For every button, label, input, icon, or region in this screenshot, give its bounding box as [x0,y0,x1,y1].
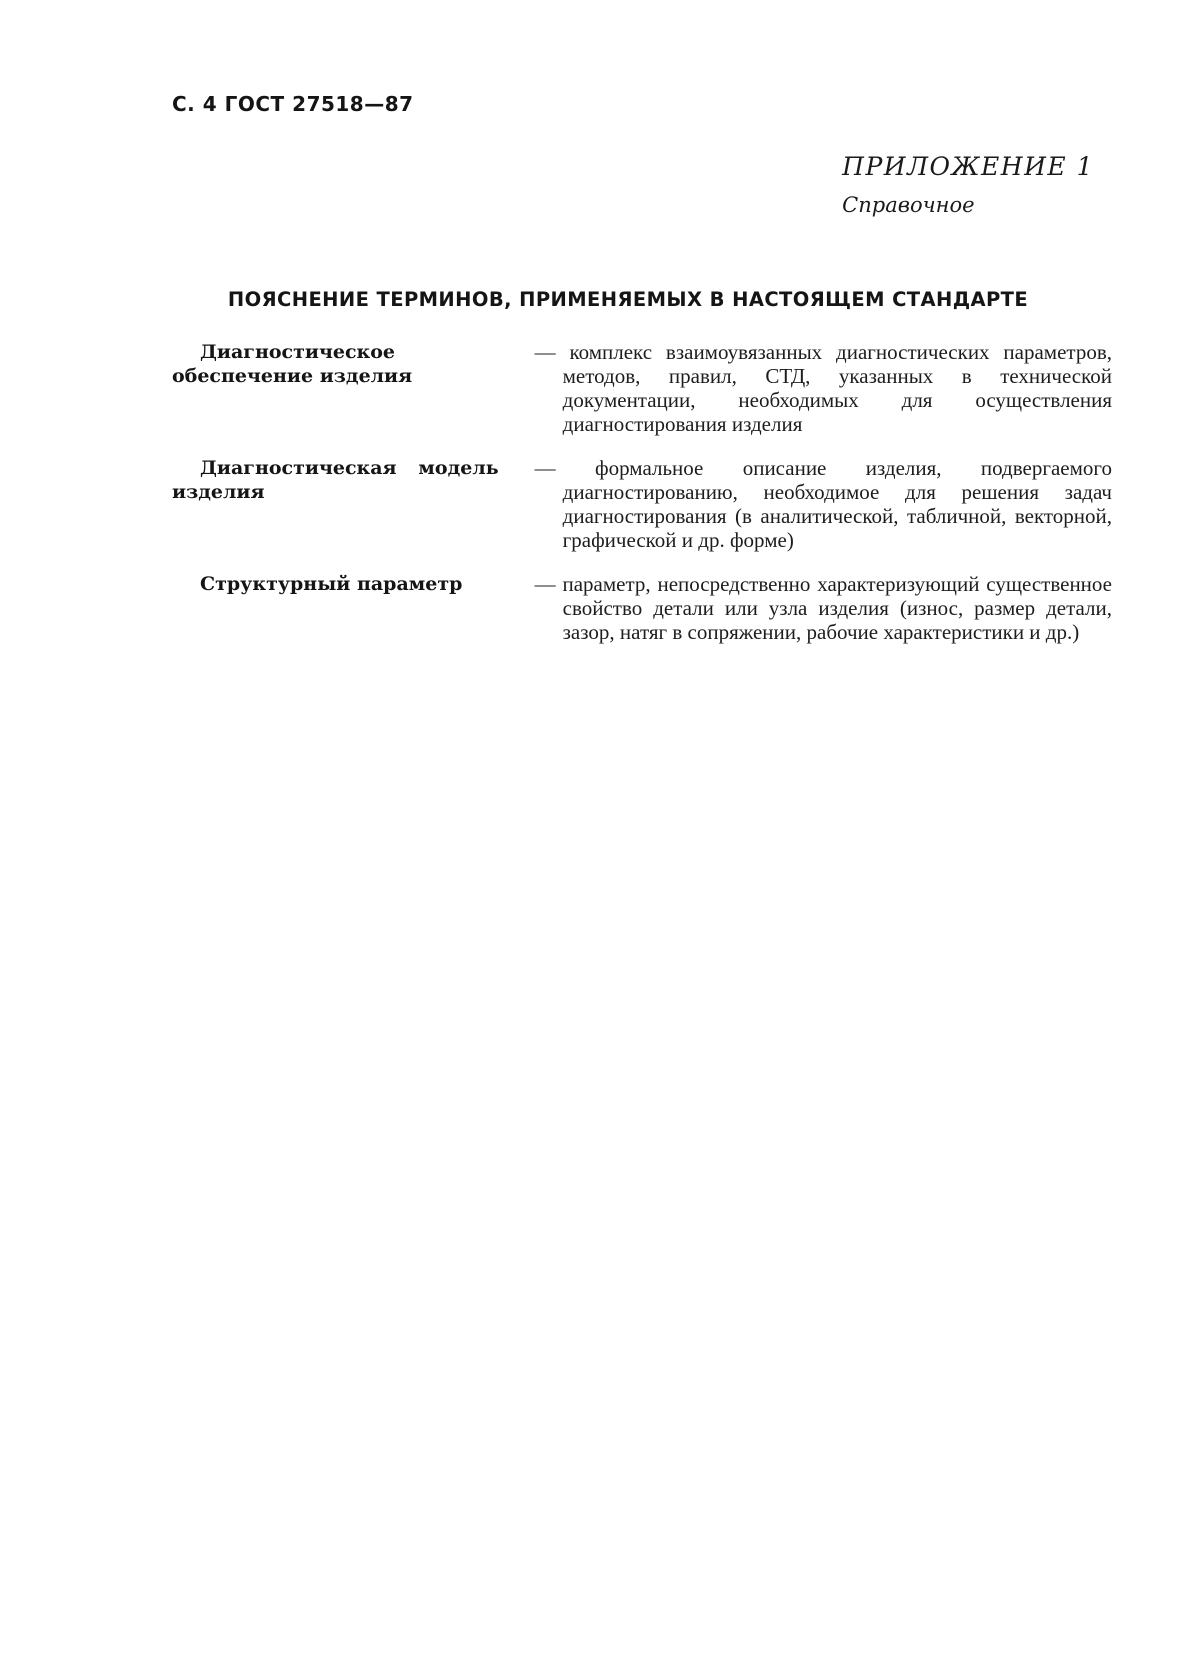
page-header: С. 4 ГОСТ 27518—87 [172,92,414,116]
term-definition: — формальное описание изделия, подвергаемого диагностированию, необходимое для решения задач диагностирования (в аналитической, табличной, векторной, графической и др. форме) [534,456,1112,552]
term-definition: — параметр, непосредственно характеризующий существенное свойство детали или узла изделия (износ, размер детали, зазор, натяг в сопряжении, рабочие характеристики и др.) [534,572,1112,644]
term-name: Структурный параметр [200,573,463,595]
appendix-title: ПРИЛОЖЕНИЕ 1 [842,152,1094,181]
term-definition: — комплекс взаимоувязанных диагностических параметров, методов, правил, СТД, указанных в технической документации, необходимых для осуществления диагностирования изделия [534,340,1112,436]
appendix-subtitle: Справочное [842,193,975,217]
document-title: ПОЯСНЕНИЕ ТЕРМИНОВ, ПРИМЕНЯЕМЫХ В НАСТОЯЩЕМ СТАНДАРТЕ [227,288,1029,311]
term-name: Диагностическое обеспечение изделия [172,341,413,387]
term-row [172,572,1112,644]
term-row [172,340,1112,436]
term-row [172,456,1112,552]
term-name: Диагностическая модель изделия [172,457,499,503]
terms-list [172,340,1112,664]
appendix-block [842,152,1094,217]
